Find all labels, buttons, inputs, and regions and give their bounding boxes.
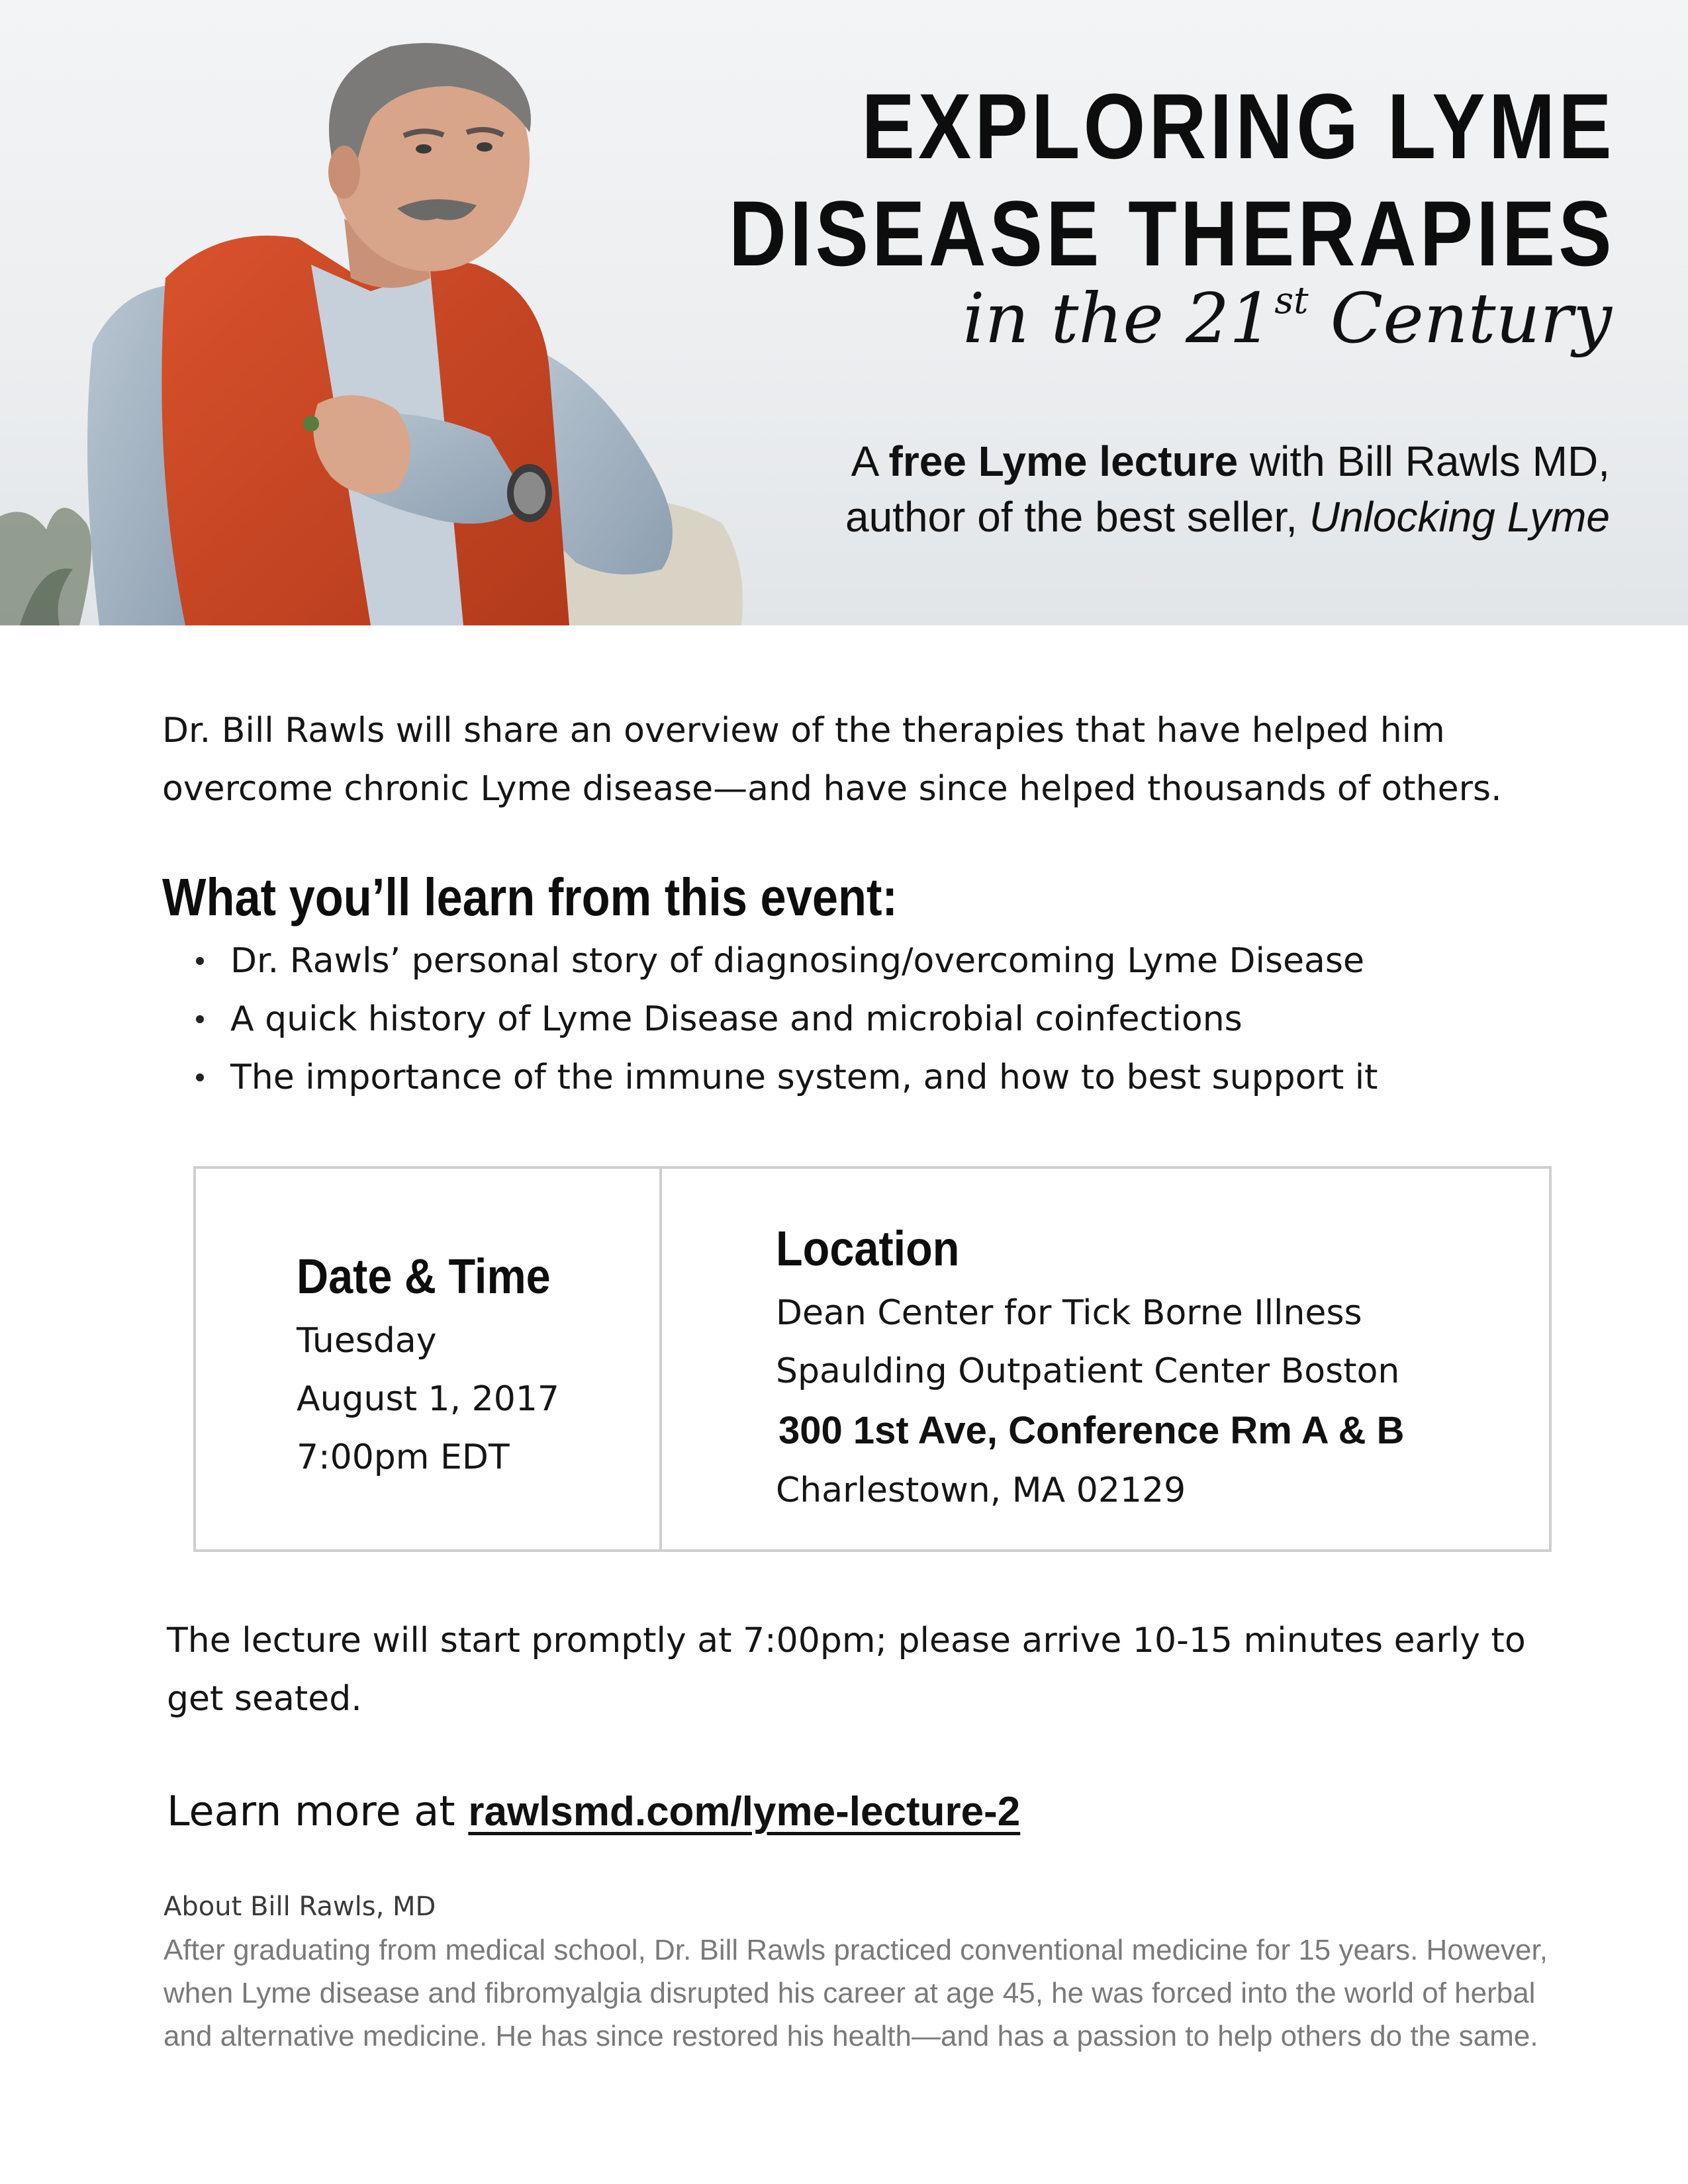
page-title: [729, 73, 1615, 287]
location-line-1: Dean Center for Tick Borne Illness: [776, 1293, 1362, 1333]
title-line-2: DISEASE THERAPIES: [729, 181, 1615, 285]
event-date: August 1, 2017: [297, 1379, 559, 1419]
arrival-notice: The lecture will start promptly at 7:00pm; please arrive 10-15 minutes early to get seated.: [167, 1621, 1526, 1719]
location-heading: Location: [776, 1221, 960, 1276]
subtitle-superscript: st: [1274, 279, 1309, 322]
book-title: Unlocking Lyme: [1309, 493, 1610, 541]
event-time: 7:00pm EDT: [297, 1437, 510, 1477]
intro-paragraph: Dr. Bill Rawls will share an overview of the therapies that have helped him overcome chronic Lyme disease—and have since helped thousands of others.: [162, 711, 1502, 809]
tagline-bold: free Lyme lecture: [888, 437, 1239, 485]
event-day: Tuesday: [297, 1321, 437, 1361]
learn-more-prefix: Learn more at: [167, 1787, 469, 1835]
subtitle-pre: in the 21: [962, 278, 1274, 359]
info-divider: [659, 1169, 662, 1549]
speaker-portrait-photo: [0, 0, 827, 625]
location-address: 300 1st Ave, Conference Rm A & B: [778, 1409, 1405, 1452]
hero-banner: [0, 0, 1688, 625]
location-line-2: Spaulding Outpatient Center Boston: [776, 1351, 1400, 1391]
location-city: Charlestown, MA 02129: [776, 1471, 1186, 1510]
title-line-1: EXPLORING LYME: [861, 74, 1615, 178]
subtitle: [962, 278, 1612, 359]
date-time-column: [297, 1248, 579, 1486]
tagline-line2: author of the best seller,: [845, 493, 1309, 541]
learn-heading: What you’ll learn from this event:: [162, 868, 898, 927]
location-column: [776, 1220, 1405, 1520]
list-item: A quick history of Lyme Disease and microbial coinfections: [192, 990, 1378, 1048]
about-heading: About Bill Rawls, MD: [164, 1891, 436, 1922]
learn-more: [167, 1787, 1020, 1835]
tagline-mid: with Bill Rawls MD,: [1238, 437, 1610, 485]
tagline-pre: A: [851, 437, 889, 485]
subtitle-post: Century: [1308, 278, 1612, 359]
list-item: Dr. Rawls’ personal story of diagnosing/overcoming Lyme Disease: [192, 932, 1378, 990]
list-item: The importance of the immune system, and how to best support it: [192, 1048, 1378, 1107]
about-paragraph: After graduating from medical school, Dr. Bill Rawls practiced conventional medicine for 15 years. However, when Lyme disease and fibromyalgia disrupted his career at age 45, he was forced into the world of herbal and alternative medicine. He has since restored his health—and has a passion to help others do the same.: [164, 1934, 1548, 2052]
event-info-box: [193, 1166, 1552, 1552]
date-time-heading: Date & Time: [297, 1249, 551, 1304]
lecture-link[interactable]: rawlsmd.com/lyme-lecture-2: [468, 1789, 1021, 1835]
learn-list: [192, 932, 1378, 1107]
lecture-tagline: [845, 433, 1610, 545]
